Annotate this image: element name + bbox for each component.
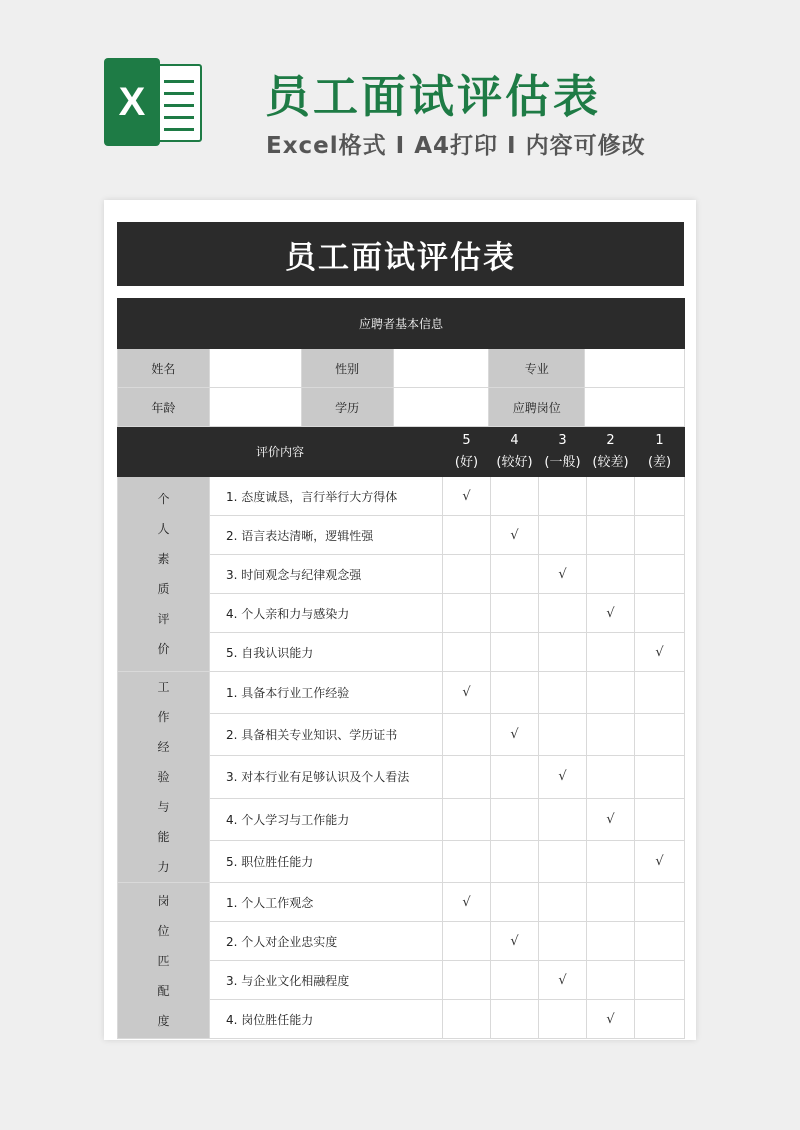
form-sheet bbox=[104, 200, 696, 1040]
section-label-char: 度 bbox=[157, 1013, 170, 1028]
criterion-label: 1. 态度诚恳，言行举行大方得体 bbox=[210, 477, 443, 516]
criterion-label: 4. 个人学习与工作能力 bbox=[210, 798, 443, 840]
score-cell-1[interactable] bbox=[635, 961, 685, 1000]
table-row bbox=[118, 672, 685, 714]
excel-x-mark: X bbox=[104, 58, 160, 146]
score-cell-1[interactable] bbox=[635, 594, 685, 633]
score-cell-2[interactable] bbox=[587, 883, 635, 922]
score-description: (好) bbox=[454, 454, 479, 470]
score-cell-1[interactable] bbox=[635, 922, 685, 961]
section-label-char: 价 bbox=[157, 642, 170, 656]
score-cell-4[interactable] bbox=[491, 672, 539, 714]
section-label-char: 经 bbox=[157, 740, 170, 754]
score-description: (差) bbox=[647, 454, 672, 470]
education-value-cell[interactable] bbox=[394, 388, 490, 426]
banner-subtitle: Excel格式 I A4打印 I 内容可修改 bbox=[266, 133, 646, 159]
score-header-5 bbox=[443, 427, 491, 477]
score-cell-1[interactable] bbox=[635, 798, 685, 840]
basic-info-header: 应聘者基本信息 bbox=[118, 299, 685, 349]
score-cell-1[interactable] bbox=[635, 883, 685, 922]
score-cell-5[interactable]: √ bbox=[443, 883, 491, 922]
score-cell-3[interactable]: √ bbox=[539, 961, 587, 1000]
criterion-label: 3. 对本行业有足够认识及个人看法 bbox=[210, 756, 443, 798]
score-cell-4[interactable] bbox=[491, 477, 539, 516]
score-cell-4[interactable]: √ bbox=[491, 516, 539, 555]
criterion-label: 1. 个人工作观念 bbox=[210, 883, 443, 922]
score-cell-3[interactable] bbox=[539, 840, 587, 882]
section-label-char: 与 bbox=[157, 800, 170, 814]
score-cell-2[interactable] bbox=[587, 477, 635, 516]
score-cell-3[interactable] bbox=[539, 516, 587, 555]
score-cell-3[interactable] bbox=[539, 714, 587, 756]
score-cell-5[interactable] bbox=[443, 840, 491, 882]
section-label-2 bbox=[118, 672, 210, 883]
score-cell-1[interactable] bbox=[635, 516, 685, 555]
score-cell-5[interactable] bbox=[443, 961, 491, 1000]
section-label-char: 人 bbox=[157, 522, 170, 536]
section-label-1 bbox=[118, 477, 210, 672]
score-cell-5[interactable] bbox=[443, 756, 491, 798]
criterion-label: 2. 个人对企业忠实度 bbox=[210, 922, 443, 961]
section-label-char: 作 bbox=[157, 710, 170, 724]
score-cell-4[interactable]: √ bbox=[491, 922, 539, 961]
score-cell-5[interactable] bbox=[443, 555, 491, 594]
criterion-label: 1. 具备本行业工作经验 bbox=[210, 672, 443, 714]
section-label-char: 岗 bbox=[157, 893, 170, 908]
banner-title: 员工面试评估表 bbox=[265, 70, 602, 123]
table-row bbox=[118, 883, 685, 922]
score-cell-3[interactable] bbox=[539, 798, 587, 840]
score-cell-1[interactable] bbox=[635, 714, 685, 756]
gender-label: 性别 bbox=[302, 349, 394, 387]
score-cell-2[interactable] bbox=[587, 714, 635, 756]
criterion-label: 5. 自我认识能力 bbox=[210, 633, 443, 672]
criterion-label: 4. 岗位胜任能力 bbox=[210, 1000, 443, 1039]
score-cell-1[interactable] bbox=[635, 1000, 685, 1039]
name-value-cell[interactable] bbox=[210, 349, 302, 387]
score-cell-1[interactable]: √ bbox=[635, 633, 685, 672]
name-label: 姓名 bbox=[118, 349, 210, 387]
section-label-char: 验 bbox=[157, 770, 170, 784]
score-cell-3[interactable]: √ bbox=[539, 555, 587, 594]
score-cell-4[interactable] bbox=[491, 961, 539, 1000]
score-cell-4[interactable] bbox=[491, 883, 539, 922]
eval-content-header: 评价内容 bbox=[118, 427, 443, 477]
section-label-char: 个 bbox=[157, 492, 170, 506]
score-cell-4[interactable] bbox=[491, 594, 539, 633]
score-cell-3[interactable] bbox=[539, 922, 587, 961]
score-number: 4 bbox=[510, 432, 519, 448]
score-cell-2[interactable]: √ bbox=[587, 1000, 635, 1039]
score-description: (一般) bbox=[544, 454, 581, 470]
score-cell-4[interactable] bbox=[491, 798, 539, 840]
sheet-title: 员工面试评估表 bbox=[117, 222, 684, 286]
score-cell-2[interactable] bbox=[587, 516, 635, 555]
age-label: 年龄 bbox=[118, 388, 210, 426]
score-cell-3[interactable] bbox=[539, 672, 587, 714]
criterion-label: 5. 职位胜任能力 bbox=[210, 840, 443, 882]
score-header-4 bbox=[491, 427, 539, 477]
score-cell-4[interactable] bbox=[491, 633, 539, 672]
score-cell-1[interactable] bbox=[635, 672, 685, 714]
score-header-3 bbox=[539, 427, 587, 477]
section-label-char: 位 bbox=[157, 923, 170, 938]
section-label-3 bbox=[118, 883, 210, 1039]
score-cell-4[interactable] bbox=[491, 840, 539, 882]
section-label-char: 能 bbox=[157, 830, 170, 844]
score-cell-5[interactable]: √ bbox=[443, 672, 491, 714]
score-cell-3[interactable] bbox=[539, 633, 587, 672]
section-label-char: 素 bbox=[157, 552, 170, 566]
education-label: 学历 bbox=[302, 388, 394, 426]
evaluation-table bbox=[117, 298, 685, 1039]
score-cell-5[interactable] bbox=[443, 922, 491, 961]
score-cell-5[interactable] bbox=[443, 633, 491, 672]
score-cell-2[interactable] bbox=[587, 756, 635, 798]
criterion-label: 4. 个人亲和力与感染力 bbox=[210, 594, 443, 633]
score-cell-3[interactable]: √ bbox=[539, 756, 587, 798]
score-cell-3[interactable] bbox=[539, 883, 587, 922]
score-description: (较好) bbox=[496, 454, 533, 470]
score-description: (较差) bbox=[592, 454, 629, 470]
score-cell-1[interactable] bbox=[635, 477, 685, 516]
score-cell-5[interactable] bbox=[443, 798, 491, 840]
score-header-1 bbox=[635, 427, 685, 477]
excel-logo-icon bbox=[104, 58, 204, 146]
name-row bbox=[118, 349, 685, 388]
score-cell-4[interactable] bbox=[491, 756, 539, 798]
score-cell-3[interactable] bbox=[539, 1000, 587, 1039]
score-cell-5[interactable]: √ bbox=[443, 477, 491, 516]
score-cell-3[interactable] bbox=[539, 477, 587, 516]
score-cell-5[interactable] bbox=[443, 594, 491, 633]
age-row bbox=[118, 388, 685, 427]
position-value-cell[interactable] bbox=[585, 388, 684, 426]
score-cell-5[interactable] bbox=[443, 516, 491, 555]
section-label-char: 评 bbox=[157, 612, 170, 626]
score-cell-2[interactable] bbox=[587, 555, 635, 594]
score-number: 1 bbox=[655, 432, 664, 448]
position-label: 应聘岗位 bbox=[489, 388, 585, 426]
score-cell-5[interactable] bbox=[443, 1000, 491, 1039]
score-number: 2 bbox=[606, 432, 615, 448]
criterion-label: 2. 语言表达清晰，逻辑性强 bbox=[210, 516, 443, 555]
score-cell-3[interactable] bbox=[539, 594, 587, 633]
criterion-label: 3. 时间观念与纪律观念强 bbox=[210, 555, 443, 594]
score-number: 5 bbox=[462, 432, 471, 448]
section-label-char: 工 bbox=[157, 680, 170, 694]
score-cell-2[interactable] bbox=[587, 672, 635, 714]
score-cell-5[interactable] bbox=[443, 714, 491, 756]
score-cell-4[interactable]: √ bbox=[491, 714, 539, 756]
score-cell-1[interactable] bbox=[635, 756, 685, 798]
major-label: 专业 bbox=[489, 349, 585, 387]
age-value-cell[interactable] bbox=[210, 388, 302, 426]
major-value-cell[interactable] bbox=[585, 349, 684, 387]
score-cell-1[interactable] bbox=[635, 555, 685, 594]
criterion-label: 3. 与企业文化相融程度 bbox=[210, 961, 443, 1000]
table-row bbox=[118, 477, 685, 516]
score-cell-2[interactable] bbox=[587, 633, 635, 672]
section-label-char: 质 bbox=[157, 582, 170, 596]
section-label-char: 配 bbox=[157, 983, 170, 998]
score-cell-4[interactable] bbox=[491, 1000, 539, 1039]
section-label-char: 力 bbox=[157, 860, 170, 874]
gender-value-cell[interactable] bbox=[394, 349, 490, 387]
score-cell-2[interactable] bbox=[587, 961, 635, 1000]
score-cell-1[interactable]: √ bbox=[635, 840, 685, 882]
criterion-label: 2. 具备相关专业知识、学历证书 bbox=[210, 714, 443, 756]
section-label-char: 匹 bbox=[157, 953, 170, 968]
score-cell-2[interactable] bbox=[587, 922, 635, 961]
score-header-2 bbox=[587, 427, 635, 477]
score-cell-2[interactable]: √ bbox=[587, 798, 635, 840]
score-number: 3 bbox=[558, 432, 567, 448]
score-cell-2[interactable] bbox=[587, 840, 635, 882]
score-cell-4[interactable] bbox=[491, 555, 539, 594]
score-cell-2[interactable]: √ bbox=[587, 594, 635, 633]
